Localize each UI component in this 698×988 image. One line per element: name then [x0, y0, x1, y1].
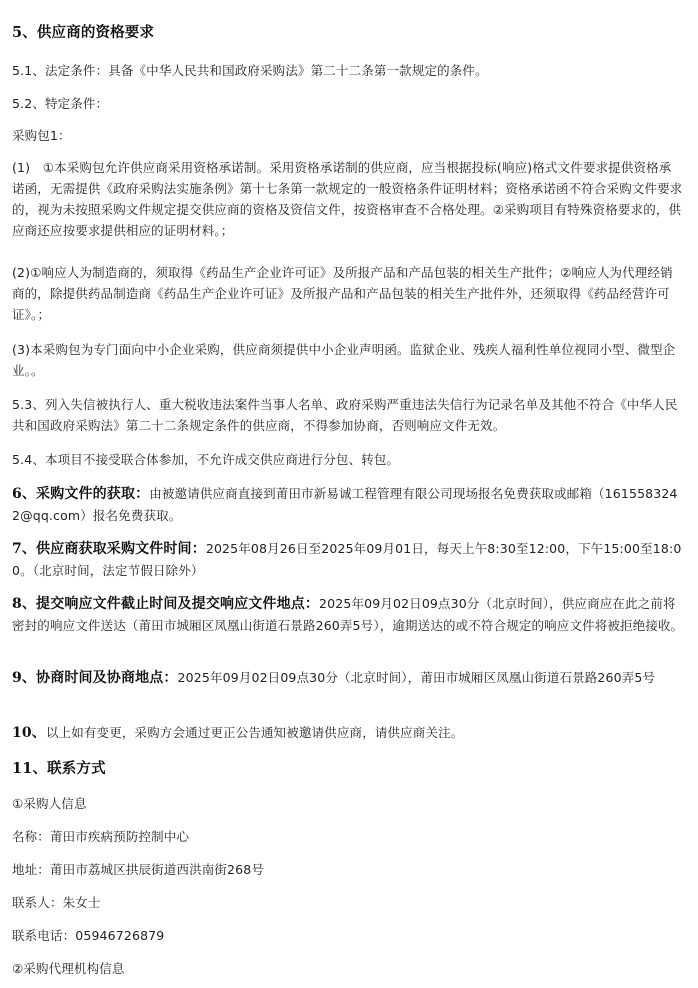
section-9-heading: 9、协商时间及协商地点：: [12, 670, 178, 686]
buyer-phone: 联系电话：05946726879: [12, 928, 165, 943]
section-8-heading: 8、提交响应文件截止时间及提交响应文件地点：: [12, 596, 320, 612]
section-6-paragraph: [12, 483, 684, 526]
section-5-2-text: 5.2、特定条件：: [12, 96, 109, 111]
section-5-1-text: 5.1、法定条件：具备《中华人民共和国政府采购法》第二十二条第一款规定的条件。: [12, 63, 488, 78]
section-9-paragraph: [12, 667, 684, 689]
section-10-paragraph: [12, 722, 684, 744]
buyer-address: 地址：莆田市荔城区拱辰街道西洪南街268号: [12, 862, 265, 877]
section-5-3-text: 5.3、列入失信被执行人、重大税收违法案件当事人名单、政府采购严重违法失信行为记录名单及其他不符合《中华人民共和国政府采购法》第二十二条规定条件的供应商，不得参加协商，否则响应文件无效。: [12, 397, 678, 433]
section-5-heading: 5、供应商的资格要求: [12, 24, 155, 41]
section-9-text: 2025年09月02日09点30分（北京时间），莆田市城厢区凤凰山街道石景路260弄5号: [177, 670, 656, 685]
section-6-text: 由被邀请供应商直接到莆田市新易诚工程管理有限公司现场报名免费获取或邮箱（1615583242@qq.com）报名免费获取。: [12, 486, 678, 523]
requirement-item-1: (1) ①本采购包允许供应商采用资格承诺制。采用资格承诺制的供应商，应当根据投标(响应)格式文件要求提供资格承诺函，无需提供《政府采购法实施条例》第十七条第一款规定的一般资格条件证明材料；资格承诺函不符合采购文件要求的，视为未按照采购文件规定提交供应商的资格及资信文件，按资格审查不合格处理。②采购项目有特殊资格要求的，供应商还应按要求提供相应的证明材料。；: [12, 160, 683, 238]
buyer-contact-person: 联系人：朱女士: [12, 895, 101, 910]
buyer-info-title: ①采购人信息: [12, 796, 87, 811]
section-10-text: 以上如有变更，采购方会通过更正公告通知被邀请供应商，请供应商关注。: [45, 725, 464, 740]
section-6-heading: 6、采购文件的获取：: [12, 486, 150, 502]
section-5-4-text: 5.4、本项目不接受联合体参加，不允许成交供应商进行分包、转包。: [12, 452, 400, 467]
requirement-item-2: (2)①响应人为制造商的，须取得《药品生产企业许可证》及所报产品和产品包装的相关生产批件；②响应人为代理经销商的，除提供药品制造商《药品生产企业许可证》及所报产品和产品包装的相关生产批件外，还须取得《药品经营许可证》。；: [12, 265, 673, 322]
section-7-paragraph: [12, 538, 684, 581]
package-1-label: 采购包1：: [12, 128, 71, 143]
requirement-item-3: (3)本采购包为专门面向中小企业采购，供应商须提供中小企业声明函。监狱企业、残疾人福利性单位视同小型、微型企业。。: [12, 342, 676, 378]
agency-info-title: ②采购代理机构信息: [12, 961, 125, 976]
section-8-paragraph: [12, 593, 684, 636]
section-7-text: 2025年08月26日至2025年09月01日，每天上午8:30至12:00，下午15:00至18:00。（北京时间，法定节假日除外）: [12, 541, 682, 578]
section-11-heading: 11、联系方式: [12, 760, 106, 777]
section-7-heading: 7、供应商获取采购文件时间：: [12, 541, 206, 557]
section-10-heading: 10、: [12, 725, 46, 741]
buyer-name: 名称：莆田市疾病预防控制中心: [12, 829, 190, 844]
section-8-text: 2025年09月02日09点30分（北京时间），供应商应在此之前将密封的响应文件送达（莆田市城厢区凤凰山街道石景路260弄5号），逾期送达的或不符合规定的响应文件将被拒绝接收。: [12, 596, 684, 633]
